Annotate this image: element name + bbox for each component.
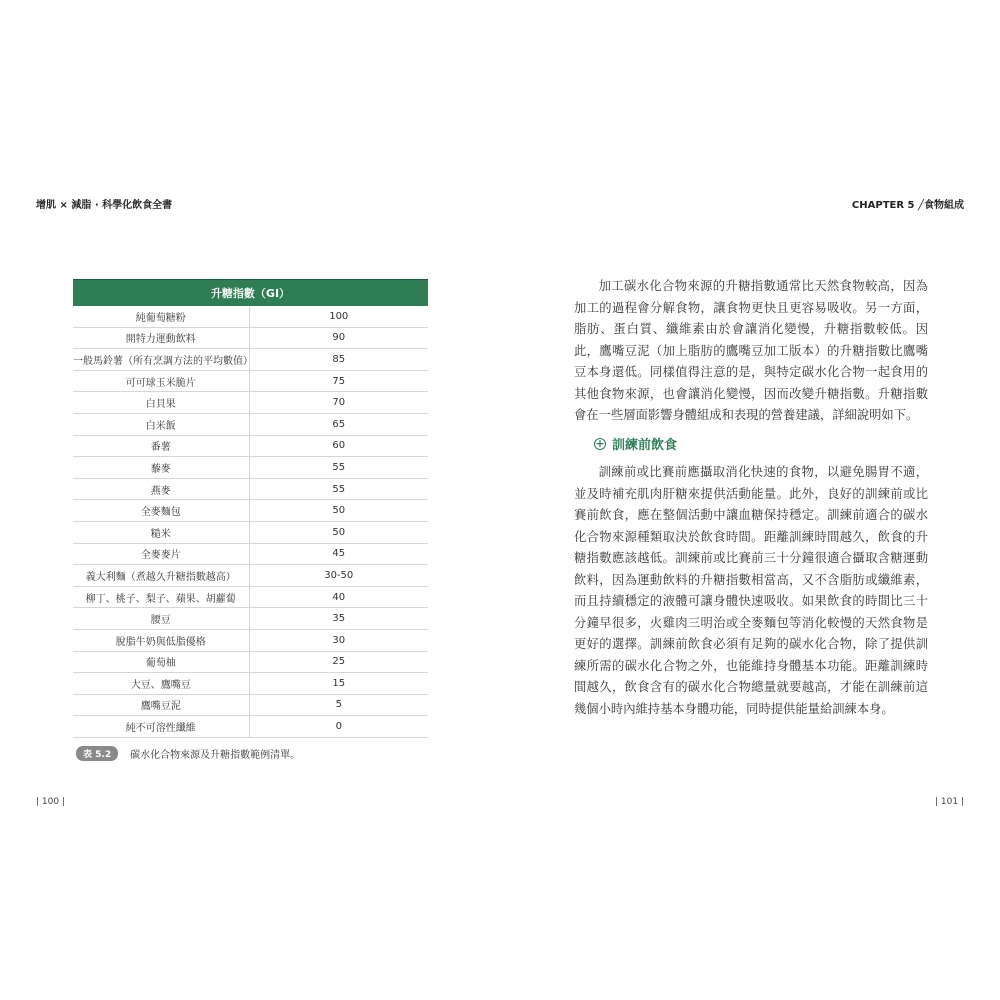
food-name: 腰豆 [73, 608, 249, 630]
food-name: 純葡萄糖粉 [73, 306, 249, 327]
body-paragraph-1: 加工碳水化合物來源的升糖指數通常比天然食物較高，因為加工的過程會分解食物，讓食物更快且更容易吸收。另一方面，脂肪、蛋白質、纖維素由於會讓消化變慢，升糖指數較低。因此，鷹嘴豆泥（加上脂肪的鷹嘴豆加工版本）的升糖指數比鷹嘴豆本身還低。同樣值得注意的是，與特定碳水化合物一起食用的其他食物來源，也會讓消化變慢，因而改變升糖指數。升糖指數會在一些層面影響身體組成和表現的營養建議，詳細說明如下。 [574, 279, 928, 422]
gi-value: 25 [249, 651, 428, 673]
table-row [73, 500, 428, 522]
table-row [73, 651, 428, 673]
food-name: 燕麥 [73, 478, 249, 500]
gi-value: 5 [249, 694, 428, 716]
section-heading [594, 434, 677, 453]
gi-value: 15 [249, 673, 428, 695]
gi-value: 50 [249, 521, 428, 543]
body-paragraph-2: 訓練前或比賽前應攝取消化快速的食物，以避免腸胃不適，並及時補充肌肉肝糖來提供活動能量。此外，良好的訓練前或比賽前飲食，應在整個活動中讓血糖保持穩定。訓練前適合的碳水化合物來源種類取決於飲食時間。距離訓練時間越久，飲食的升糖指數應該越低。訓練前或比賽前三十分鐘很適合攝取含糖運動飲料，因為運動飲料的升糖指數相當高，又不含脂肪或纖維素，而且持續穩定的液體可讓身體快速吸收。如果飲食的時間比三十分鐘早很多，火雞肉三明治或全麥麵包等消化較慢的天然食物是更好的選擇。訓練前飲食必須有足夠的碳水化合物，除了提供訓練所需的碳水化合物之外，也能維持身體基本功能。距離訓練時間越久，飲食含有的碳水化合物總量就要越高，才能在訓練前這幾個小時內維持基本身體功能，同時提供能量給訓練本身。 [574, 465, 928, 716]
food-name: 糙米 [73, 521, 249, 543]
table-caption [76, 746, 300, 761]
gi-value: 0 [249, 716, 428, 738]
table-row [73, 716, 428, 738]
gi-value: 50 [249, 500, 428, 522]
food-name: 柳丁、桃子、梨子、蘋果、胡蘿蔔 [73, 586, 249, 608]
table-row [73, 629, 428, 651]
table-row [73, 673, 428, 695]
table-row [73, 306, 428, 327]
food-name: 純不可溶性纖維 [73, 716, 249, 738]
table-row [73, 349, 428, 371]
gi-value: 30-50 [249, 565, 428, 587]
running-head-chapter: CHAPTER 5 ╱食物組成 [851, 200, 964, 211]
table-row [73, 413, 428, 435]
gi-value: 70 [249, 392, 428, 414]
food-name: 一般馬鈴薯（所有烹調方法的平均數值） [73, 349, 249, 371]
gi-table-title: 升糖指數（GI） [73, 280, 428, 307]
gi-value: 55 [249, 478, 428, 500]
table-number-badge: 表 5.2 [76, 746, 118, 761]
food-name: 鷹嘴豆泥 [73, 694, 249, 716]
table-row [73, 608, 428, 630]
gi-value: 55 [249, 457, 428, 479]
table-row [73, 586, 428, 608]
food-name: 白米飯 [73, 413, 249, 435]
gi-value: 45 [249, 543, 428, 565]
page-number-left: | 100 | [36, 797, 65, 807]
food-name: 脫脂牛奶與低脂優格 [73, 629, 249, 651]
page-number-right: | 101 | [935, 797, 964, 807]
table-row [73, 543, 428, 565]
table-row [73, 565, 428, 587]
running-head-book-title: 增肌 × 減脂 · 科學化飲食全書 [36, 200, 173, 211]
gi-value: 85 [249, 349, 428, 371]
gi-value: 35 [249, 608, 428, 630]
gi-table-header-row [73, 280, 428, 307]
food-name: 全麥麵包 [73, 500, 249, 522]
section-heading-text: 訓練前飲食 [612, 438, 678, 453]
food-name: 開特力運動飲料 [73, 327, 249, 349]
food-name: 藜麥 [73, 457, 249, 479]
table-row [73, 694, 428, 716]
food-name: 義大利麵（煮越久升糖指數越高） [73, 565, 249, 587]
table-row [73, 435, 428, 457]
gi-value: 90 [249, 327, 428, 349]
gi-value: 65 [249, 413, 428, 435]
food-name: 白貝果 [73, 392, 249, 414]
food-name: 全麥麥片 [73, 543, 249, 565]
table-row [73, 478, 428, 500]
table-row [73, 327, 428, 349]
table-row [73, 392, 428, 414]
gi-value: 40 [249, 586, 428, 608]
table-row [73, 370, 428, 392]
gi-value: 30 [249, 629, 428, 651]
food-name: 葡萄柚 [73, 651, 249, 673]
gi-table [73, 279, 428, 738]
food-name: 大豆、鷹嘴豆 [73, 673, 249, 695]
gi-value: 75 [249, 370, 428, 392]
gi-value: 60 [249, 435, 428, 457]
plus-circle-icon: + [595, 437, 605, 450]
gi-value: 100 [249, 306, 428, 327]
table-row [73, 457, 428, 479]
caption-text: 碳水化合物來源及升糖指數範例清單。 [130, 750, 301, 761]
table-row [73, 521, 428, 543]
food-name: 番薯 [73, 435, 249, 457]
food-name: 可可球玉米脆片 [73, 370, 249, 392]
